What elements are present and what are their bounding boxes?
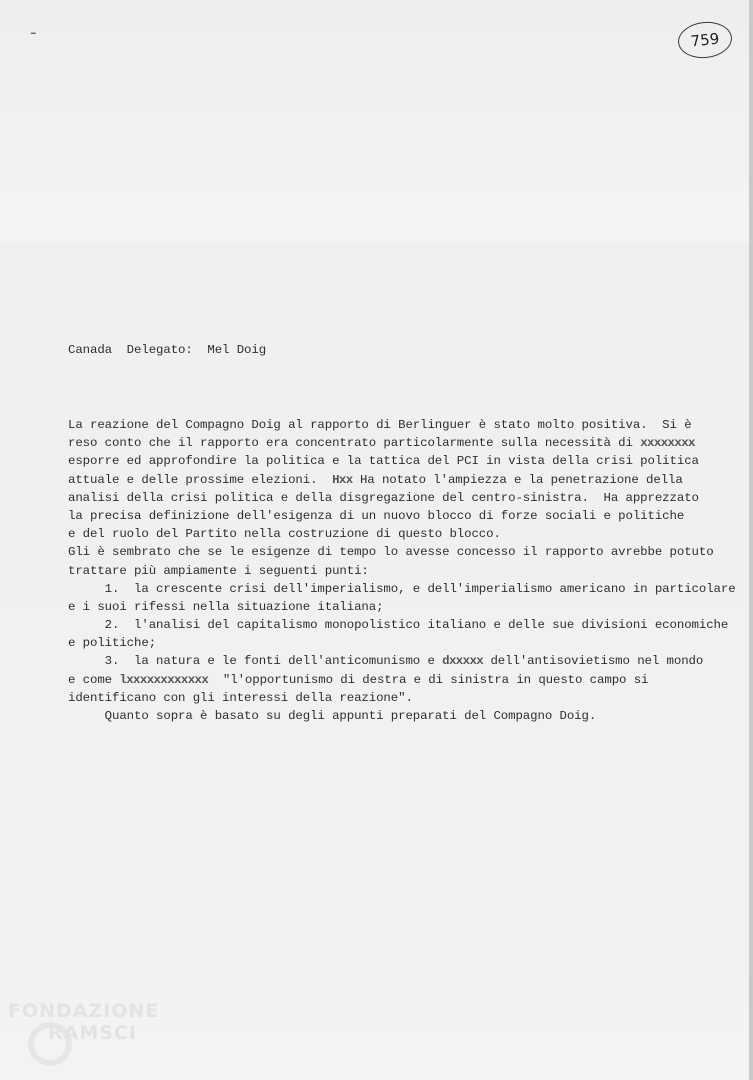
text-line-segment: Ha notato l'ampiezza e la penetrazione della [352, 472, 683, 487]
watermark-line-1: FONDAZIONE [8, 1000, 160, 1022]
text-line [68, 707, 748, 725]
text-line-segment: identificano con gli interessi della reazione". [68, 690, 413, 705]
text-line [68, 489, 748, 507]
text-line [68, 452, 748, 470]
text-line [68, 616, 748, 634]
struck-out-text: Hxx [332, 472, 353, 487]
page-number-text: 759 [689, 29, 721, 51]
watermark-line-2: RAMSCI [48, 1022, 137, 1044]
text-line [68, 671, 748, 689]
struck-out-text: dxxxxx [442, 654, 484, 669]
text-line-segment: "l'opportunismo di destra e di sinistra in questo campo si [208, 672, 649, 687]
text-line [68, 416, 748, 434]
document-heading: Canada Delegato: Mel Doig [68, 343, 267, 358]
document-body [68, 305, 748, 762]
text-line [68, 471, 748, 489]
page-edge [749, 0, 753, 1080]
text-line [68, 525, 748, 543]
text-line-segment: la precisa definizione dell'esigenza di un nuovo blocco di forze sociali e politiche [68, 508, 685, 523]
text-line [68, 652, 748, 670]
text-line-segment: 1. la crescente crisi dell'imperialismo, e dell'imperialismo americano in particolare [68, 581, 736, 596]
text-line-segment: dell'antisovietismo nel mondo [483, 654, 704, 669]
text-line-segment: esporre ed approfondire la politica e la tattica del PCI in vista della crisi politica [68, 454, 699, 469]
text-line-segment: reso conto che il rapporto era concentrato particolarmente sulla necessità di [68, 436, 641, 451]
page-number [676, 19, 733, 60]
text-line [68, 598, 748, 616]
text-line-segment: Quanto sopra è basato su degli appunti preparati del Compagno Doig. [68, 709, 597, 723]
text-line-segment: attuale e delle prossime elezioni. [68, 472, 333, 487]
text-line-segment: analisi della crisi politica e della disgregazione del centro-sinistra. Ha apprezzato [68, 490, 699, 505]
corner-mark: - [30, 22, 37, 43]
text-line [68, 580, 748, 598]
text-line-segment: trattare più ampiamente i seguenti punti: [68, 563, 369, 578]
text-line-segment: 2. l'analisi del capitalismo monopolistico italiano e delle sue divisioni economiche [68, 618, 729, 633]
text-line [68, 507, 748, 525]
text-line [68, 434, 748, 452]
text-line-segment: Gli è sembrato che se le esigenze di tempo lo avesse concesso il rapporto avrebbe potuto [68, 545, 714, 560]
text-line [68, 634, 748, 652]
text-line [68, 543, 748, 561]
text-line-segment: e i suoi rifessi nella situazione italiana; [68, 599, 384, 614]
text-line-segment: e politiche; [68, 636, 157, 651]
text-line [68, 562, 748, 580]
archive-watermark [8, 1000, 198, 1072]
struck-out-text: xxxxxxxx [640, 436, 695, 451]
text-line-segment: e del ruolo del Partito nella costruzione di questo blocco. [68, 527, 501, 542]
text-line-segment: La reazione del Compagno Doig al rapporto di Berlinguer è stato molto positiva. Si è [68, 418, 692, 432]
text-line [68, 689, 748, 707]
text-line-segment: e come [68, 672, 120, 687]
document-lines [68, 416, 748, 725]
struck-out-text: lxxxxxxxxxxxx [119, 672, 209, 687]
text-line-segment: 3. la natura e le fonti dell'anticomunismo e [68, 654, 443, 669]
